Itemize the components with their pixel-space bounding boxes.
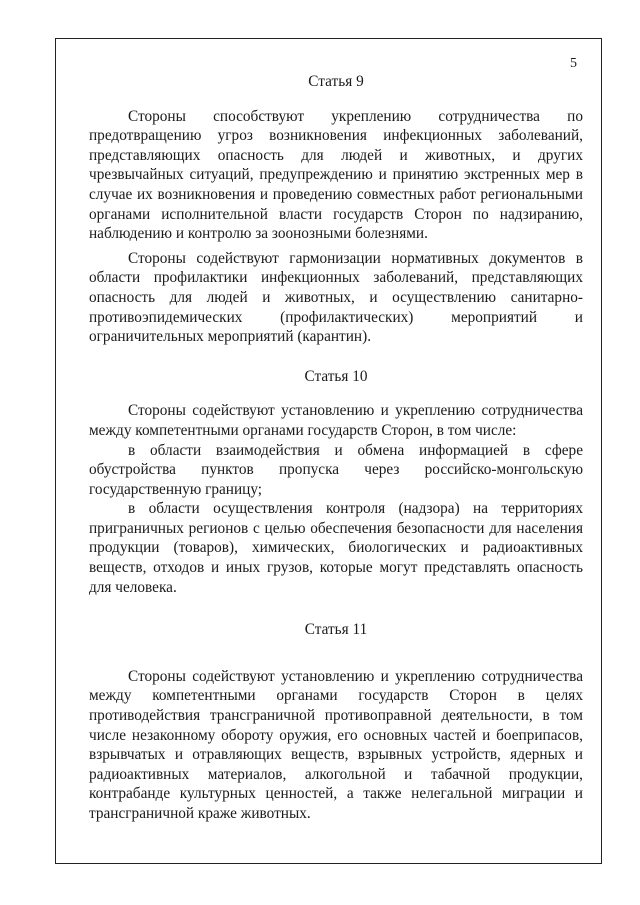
article-11-paragraph-1: Стороны содействуют установлению и укреплению сотрудничества между компетентными органами государств Сторон в целях противодействия трансграничной противоправной деятельности, в том числе незаконному обороту оружия, его основных частей и боеприпасов, взрывчатых и отравляющих веществ, взрывных устройств, ядерных и радиоактивных материалов, алкогольной и табачной продукции, контрабанде культурных ценностей, а также нелегальной миграции и трансграничной краже животных. bbox=[89, 667, 583, 822]
article-10-paragraph-3: в области осуществления контроля (надзора) на территориях приграничных регионов с целью обеспечения безопасности для населения продукции (товаров), химических, биологических и радиоактивных веществ, отходов и иных грузов, которые могут представлять опасность для человека. bbox=[89, 500, 583, 596]
article-9-paragraph-1: Стороны способствуют укреплению сотрудничества по предотвращению угроз возникновения инфекционных заболеваний, представляющих опасность для людей и животных, и других чрезвычайных ситуаций, предупреждению и принятию экстренных мер в случае их возникновения и проведению совместных работ региональными органами исполнительной власти государств Сторон по надзиранию, наблюдению и контролю за зоонозными болезнями. bbox=[89, 107, 583, 243]
article-10-paragraph-2: в области взаимодействия и обмена информацией в сфере обустройства пунктов пропуска через российско-монгольскую государственную границу; bbox=[89, 441, 583, 498]
document-body bbox=[89, 72, 583, 824]
page-number: 5 bbox=[570, 56, 577, 71]
article-10-paragraph-1: Стороны содействуют установлению и укреплению сотрудничества между компетентными органами государств Сторон, в том числе: bbox=[89, 402, 583, 439]
article-11-title: Статья 11 bbox=[304, 621, 368, 639]
article-9-paragraph-2: Стороны содействуют гармонизации нормативных документов в области профилактики инфекционных заболеваний, представляющих опасность для людей и животных, и осуществлению санитарно-противоэпидемических (профилактических) мероприятий и ограничительных мероприятий (карантин). bbox=[89, 249, 583, 346]
article-10-title: Статья 10 bbox=[304, 367, 368, 385]
article-9-title: Статья 9 bbox=[308, 73, 364, 90]
